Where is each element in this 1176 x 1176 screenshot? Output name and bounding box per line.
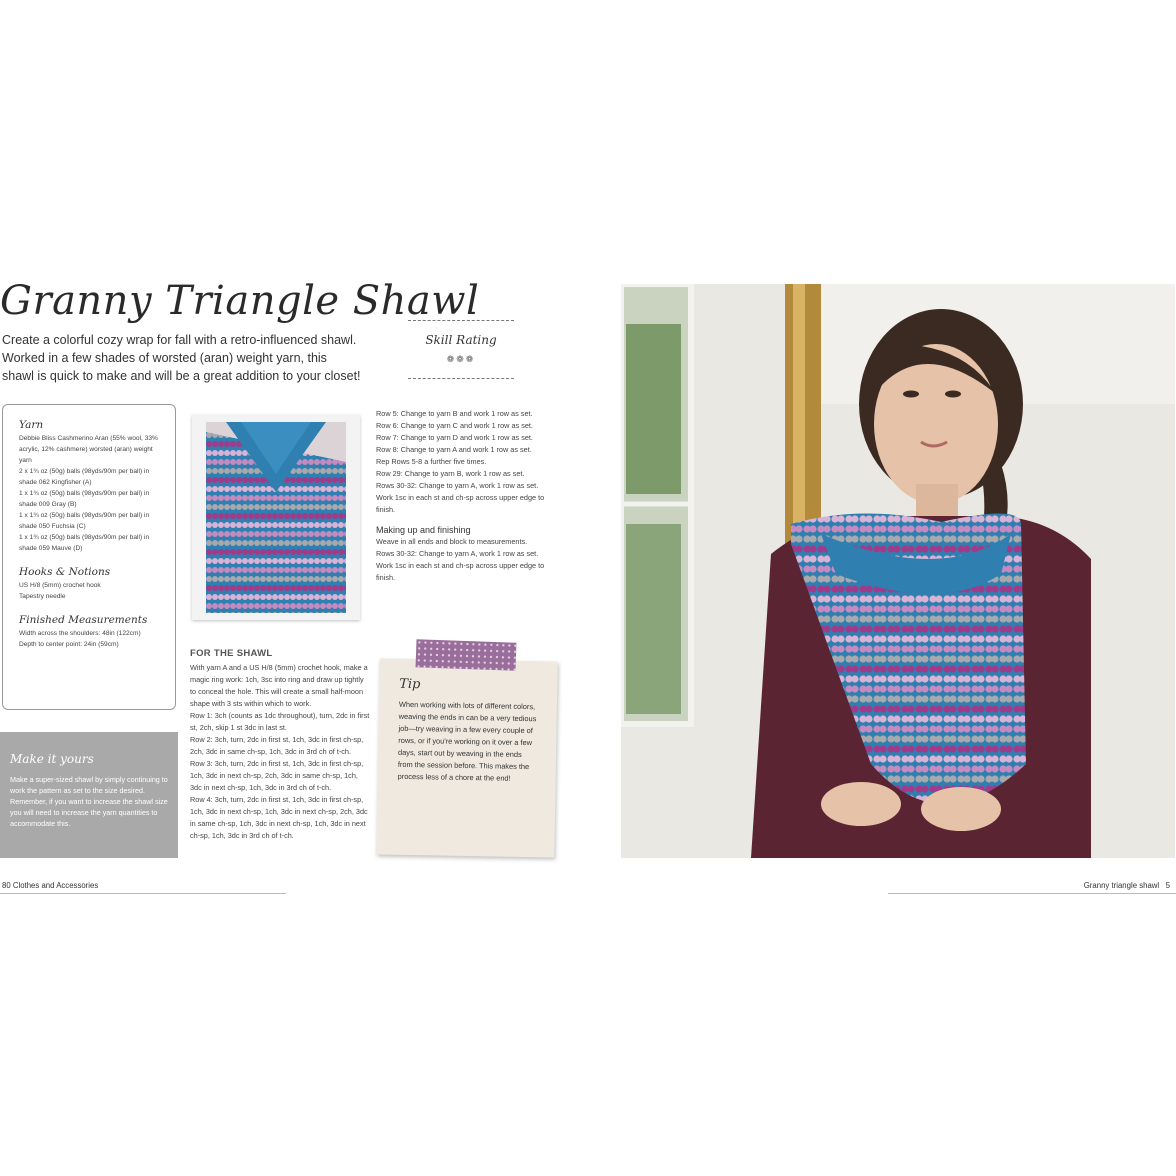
intro-paragraph: Create a colorful cozy wrap for fall with a retro-influenced shawl. Worked in a few shades of worsted (aran) weight yarn, this shawl is quick to make and will be a great addition to your closet! — [2, 333, 361, 383]
making-up-line: Rows 30-32: Change to yarn A, work 1 row as set. Work 1sc in each st and ch-sp across upper edge to finish. — [376, 549, 545, 582]
make-it-yours-text: Make a super-sized shawl by simply continuing to work the pattern as set to the size desired. Remember, if you want to increase the shawl size you will need to increase the yarn quantities to accommodate this. — [10, 775, 168, 828]
measurements-heading: Finished Measurements — [19, 614, 148, 626]
materials-box — [2, 404, 176, 710]
footer-rule — [0, 893, 286, 894]
row-line: Row 8: Change to yarn A and work 1 row as set. — [376, 445, 532, 454]
for-the-shawl-section — [190, 648, 370, 842]
rows-continued — [376, 408, 548, 584]
make-it-yours-box — [0, 732, 178, 858]
row-line: Row 29: Change to yarn B, work 1 row as set. — [376, 469, 525, 478]
tip-text: When working with lots of different colors, weaving the ends in can be a very tedious job—try weaving in a few every couple of rows, or if you're working on it over a few days, start out by weaving in the ends from the session before. This makes the process less of a chore at the end! — [397, 699, 537, 783]
right-footer — [1084, 881, 1170, 890]
skill-rating — [408, 320, 514, 382]
section-name: Granny triangle shawl — [1083, 881, 1160, 890]
tip-note — [376, 658, 557, 857]
row-line: Rows 30-32: Change to yarn A, work 1 row as set. Work 1sc in each st and ch-sp across upper edge to finish. — [376, 481, 545, 514]
page-number: 5 — [1165, 881, 1170, 890]
making-up-heading: Making up and finishing — [376, 525, 471, 535]
measurements-line: Width across the shoulders: 48in (122cm) — [19, 630, 141, 637]
row-line: Row 5: Change to yarn B and work 1 row as set. — [376, 409, 533, 418]
yarn-line: Debbie Bliss Cashmerino Aran (55% wool, 33% acrylic, 12% cashmere) worsted (aran) weight yarn — [19, 435, 158, 464]
for-the-shawl-heading: FOR THE SHAWL — [190, 648, 273, 659]
make-it-yours-heading: Make it yours — [10, 752, 94, 766]
crochet-closeup-image — [206, 422, 346, 613]
divider — [408, 378, 514, 379]
pattern-line: Row 3: 3ch, turn, 2dc in first st, 1ch, 3dc in first ch-sp, 1ch, 3dc in next ch-sp, 2ch, 3dc in same ch-sp, 1ch, 3dc in next ch-sp, 1ch, 3dc in 3rd ch of t-ch. — [190, 759, 364, 792]
hooks-line: Tapestry needle — [19, 593, 66, 600]
pattern-line: Row 1: 3ch (counts as 1dc throughout), turn, 2dc in first st, 2ch, skip 1 st 3dc in last st. — [190, 711, 370, 732]
row-line: Row 6: Change to yarn C and work 1 row as set. — [376, 421, 533, 430]
tip-heading: Tip — [399, 676, 421, 693]
skill-rating-label: Skill Rating — [425, 333, 497, 347]
yarn-line: 2 x 1¾ oz (50g) balls (98yds/90m per ball) in shade 062 Kingfisher (A) — [19, 468, 150, 486]
making-up-line: Weave in all ends and block to measurements. — [376, 537, 528, 546]
yarn-line: 1 x 1¾ oz (50g) balls (98yds/90m per ball) in shade 009 Gray (B) — [19, 490, 150, 508]
section-name: Clothes and Accessories — [12, 881, 99, 890]
paw-rating-icon: ❁❁❁ — [446, 354, 476, 364]
pattern-line: Row 4: 3ch, turn, 2dc in first st, 1ch, 3dc in first ch-sp, 1ch, 3dc in next ch-sp, 1ch, 3dc in next ch-sp, 2ch, 3dc in same ch-sp, 1ch, 3dc in next ch-sp, 1ch, 3dc in next ch-sp, 1ch, 3dc in 3rd ch of t-ch. — [190, 795, 368, 840]
footer-rule — [888, 893, 1176, 894]
divider — [408, 320, 514, 321]
page-number: 80 — [2, 881, 11, 890]
yarn-heading: Yarn — [19, 419, 44, 431]
measurements-line: Depth to center point: 24in (59cm) — [19, 641, 119, 648]
pattern-line: With yarn A and a US H/8 (5mm) crochet hook, make a magic ring work: 1ch, 3sc into ring and draw up tightly to conceal the hole. This will create a small half-moon shape with 3 sts within which to work. — [190, 663, 368, 708]
model-wearing-shawl-photo — [621, 284, 1175, 858]
hooks-line: US H/8 (5mm) crochet hook — [19, 582, 101, 589]
row-line: Rep Rows 5-8 a further five times. — [376, 457, 487, 466]
model-photo-image — [621, 284, 1175, 858]
hooks-heading: Hooks & Notions — [19, 566, 111, 578]
yarn-line: 1 x 1¾ oz (50g) balls (98yds/90m per ball) in shade 050 Fuchsia (C) — [19, 512, 150, 530]
pattern-line: Row 2: 3ch, turn, 2dc in first st, 1ch, 3dc in first ch-sp, 2ch, 3dc in same ch-sp, 1ch, 3dc in 3rd ch of t-ch. — [190, 735, 364, 756]
stitch-detail-photo — [192, 415, 360, 620]
left-footer — [2, 881, 98, 890]
page-title: Granny Triangle Shawl — [0, 278, 480, 324]
yarn-line: 1 x 1¾ oz (50g) balls (98yds/90m per ball) in shade 059 Mauve (D) — [19, 534, 150, 552]
washi-tape-decoration — [416, 639, 517, 670]
row-line: Row 7: Change to yarn D and work 1 row as set. — [376, 433, 533, 442]
